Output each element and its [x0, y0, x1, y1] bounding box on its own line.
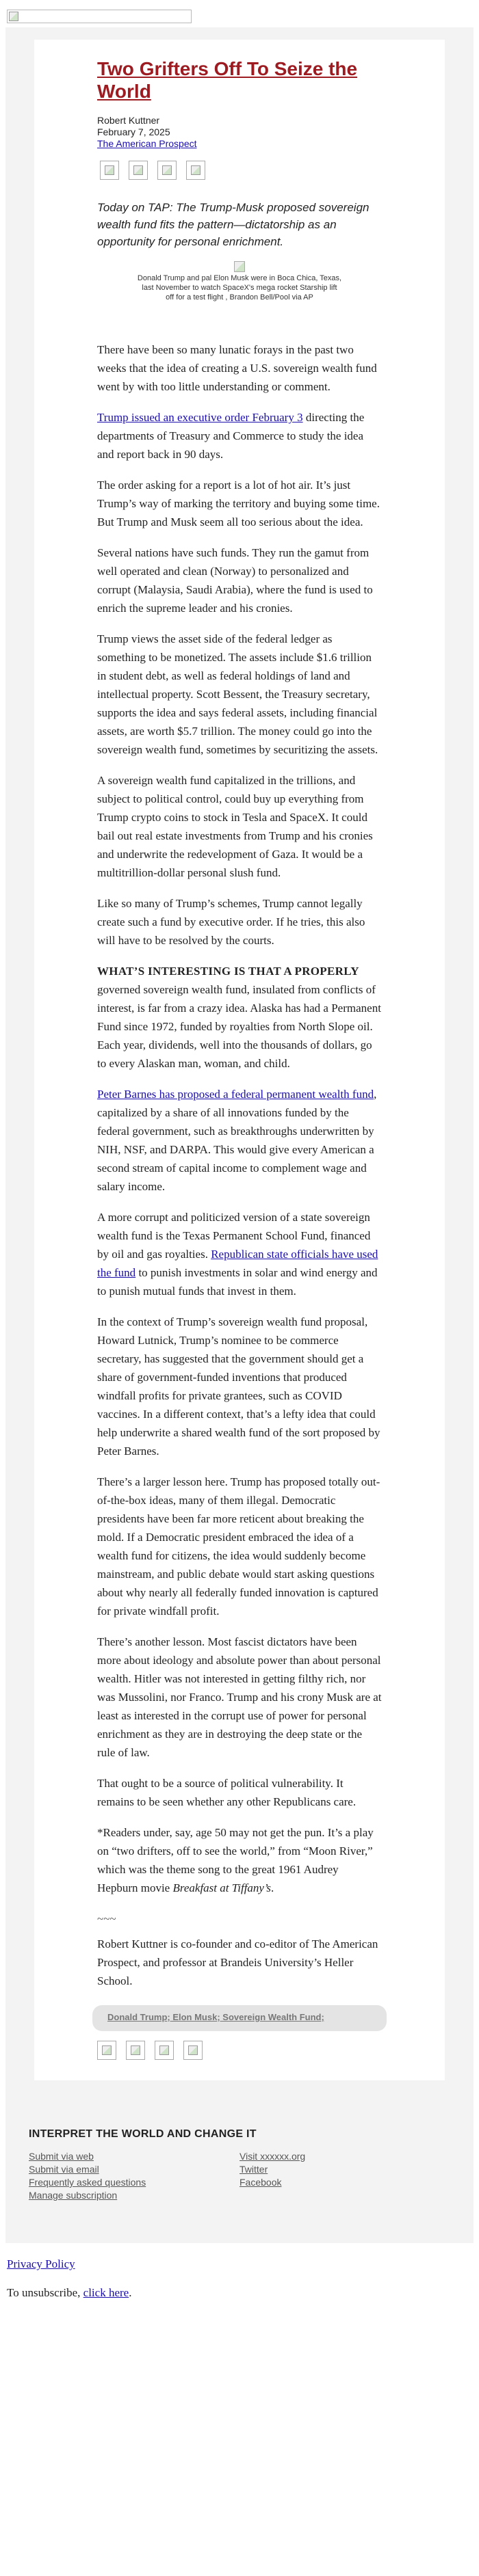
paragraph: WHAT’S INTERESTING IS THAT A PROPERLY governed sovereign wealth fund, insulated from conflicts of interest, is far from a crazy idea. Alaska has had a Permanent Fund since 1972, funded by royalties from North Slope oil. Each year, dividends, well into the thousands of dollars, go to every Alaskan man, woman, and child.	[97, 965, 381, 1070]
share-bar-top	[100, 161, 382, 180]
manage-subscription-link[interactable]: Manage subscription	[29, 2190, 118, 2201]
article-image-broken-icon	[234, 261, 245, 272]
paragraph: There have been so many lunatic forays in the past two weeks that the idea of creating a U.S. sovereign wealth fund went by with too little understanding or comment.	[97, 343, 377, 393]
paragraph: A sovereign wealth fund capitalized in the trillions, and subject to political control, could buy up everything from Trump crypto coins to stock in Tesla and SpaceX. It could bail out real estate investments from Trump and his cronies and underwrite the redevelopment of Gaza. It would be a multitrillion-dollar personal slush fund.	[97, 774, 373, 879]
unsubscribe-line: To unsubscribe, click here.	[7, 2286, 132, 2299]
submit-web-link[interactable]: Submit via web	[29, 2151, 94, 2162]
related-tags	[92, 2005, 387, 2031]
twitter-link[interactable]: Twitter	[240, 2164, 268, 2175]
article-figure	[137, 261, 342, 302]
tags-link[interactable]: Donald Trump; Elon Musk; Sovereign Wealth Fund;	[107, 2012, 324, 2022]
paragraph: Like so many of Trump’s schemes, Trump cannot legally create such a fund by executive order. If he tries, this also will have to be resolved by the courts.	[97, 897, 365, 947]
header-banner	[0, 0, 479, 27]
paragraph: Several nations have such funds. They run the gamut from well operated and clean (Norway) to personalized and corrupt (Malaysia, Saudi Arabia), where the fund is used to enrich the supreme leader and his cronies.	[97, 546, 373, 615]
email-wrapper	[5, 27, 474, 2243]
unsubscribe-link[interactable]: click here	[83, 2286, 129, 2299]
article-dek: Today on TAP: The Trump-Musk proposed sovereign wealth fund fits the pattern—dictatorship as an opportunity for personal enrichment.	[97, 201, 370, 248]
image-caption: Donald Trump and pal Elon Musk were in Boca Chica, Texas, last November to watch SpaceX's mega rocket Starship lift off for a test flight , Brandon Bell/Pool via AP	[137, 274, 342, 301]
linkedin-icon[interactable]	[186, 161, 205, 180]
twitter-icon[interactable]	[129, 161, 148, 180]
header-logo-image[interactable]	[7, 10, 192, 23]
author-bio: Robert Kuttner is co-founder and co-editor of The American Prospect, and professor at Brandeis University’s Heller School.	[97, 1937, 378, 1987]
separator: ~~~	[97, 1912, 116, 1925]
paragraph: In the context of Trump’s sovereign wealth fund proposal, Howard Lutnick, Trump’s nominee to be commerce secretary, has suggested that the government should get a share of government-funded inventions that produced windfall profits for private grantees, such as COVID vaccines. In a different context, that’s a lefty idea that could help underwrite a shared wealth fund of the sort proposed by Peter Barnes.	[97, 1315, 380, 1458]
footer-heading: INTERPRET THE WORLD AND CHANGE IT	[29, 2128, 257, 2140]
publication-link[interactable]: The American Prospect	[97, 138, 197, 149]
paragraph: A more corrupt and politicized version of a state sovereign wealth fund is the Texas Permanent School Fund, financed by oil and gas royalties. Republican state officials have used the fund to punish investments in solar and wind energy and to punish mutual funds that invest in them.	[97, 1211, 378, 1298]
article-meta	[97, 115, 382, 150]
article-header	[34, 40, 445, 302]
twitter-icon[interactable]	[126, 2041, 145, 2060]
barnes-proposal-link[interactable]: Peter Barnes has proposed a federal permanent wealth fund	[97, 1088, 374, 1101]
section-lead-in: WHAT’S INTERESTING IS THAT A PROPERLY	[97, 965, 359, 978]
footer-links	[29, 2150, 450, 2202]
paragraph: There’s a larger lesson here. Trump has proposed totally out-of-the-box ideas, many of them illegal. Democratic presidents have been far more reticent about breaking the mold. If a Democratic president embraced the idea of a wealth fund for citizens, the idea would suddenly become mainstream, and public debate would start asking questions about why nearly all federally funded innovation is captured for private windfall profit.	[97, 1475, 380, 1618]
share-bar-bottom	[97, 2041, 445, 2060]
paragraph: There’s another lesson. Most fascist dictators have been more about ideology and absolute power than about personal wealth. Hitler was not interested in getting filthy rich, nor was Mussolini, nor Franco. Trump and his crony Musk are at least as interested in the corrupt use of power for personal enrichment as they are in destroying the deep state or the rule of law.	[97, 1635, 382, 1759]
footer-col-left	[29, 2150, 240, 2202]
visit-site-link[interactable]: Visit xxxxxx.org	[240, 2151, 306, 2162]
article-body	[34, 302, 445, 1990]
footnote-paragraph: *Readers under, say, age 50 may not get the pun. It’s a play on “two drifters, off to see the world,” from “Moon River,” which was the theme song to the great 1961 Audrey Hepburn movie Breakfast at Tiffany’s.	[97, 1826, 374, 1894]
email-icon[interactable]	[157, 161, 177, 180]
paragraph: Trump views the asset side of the federal ledger as something to be monetized. The assets include $1.6 trillion in student debt, as well as federal holdings of land and intellectual property. Scott Bessent, the Treasury secretary, supports the idea and says federal assets, including financial assets, are worth $5.7 trillion. The money could go into the sovereign wealth fund, sometimes by securitizing the assets.	[97, 632, 378, 756]
legal-footer	[0, 2243, 479, 2328]
paragraph: The order asking for a report is a lot of hot air. It’s just Trump’s way of marking the territory and buying some time. But Trump and Musk seem all too serious about the idea.	[97, 479, 380, 528]
facebook-icon[interactable]	[100, 161, 119, 180]
linkedin-icon[interactable]	[183, 2041, 203, 2060]
paragraph: That ought to be a source of political vulnerability. It remains to be seen whether any other Republicans care.	[97, 1777, 357, 1808]
faq-link[interactable]: Frequently asked questions	[29, 2177, 146, 2188]
republican-officials-link[interactable]: Republican state officials have used the fund	[97, 1248, 378, 1279]
executive-order-link[interactable]: Trump issued an executive order February 3	[97, 411, 303, 424]
publish-date: February 7, 2025	[97, 126, 170, 137]
author-name: Robert Kuttner	[97, 115, 160, 126]
submit-email-link[interactable]: Submit via email	[29, 2164, 99, 2175]
paragraph: Peter Barnes has proposed a federal permanent wealth fund, capitalized by a share of all innovations funded by the federal government, such as breakthroughs underwritten by NIH, NSF, and DARPA. This would give every American a second stream of capital income to complement wage and salary income.	[97, 1088, 377, 1193]
email-footer	[5, 2080, 474, 2202]
facebook-link[interactable]: Facebook	[240, 2177, 282, 2188]
facebook-icon[interactable]	[97, 2041, 116, 2060]
article-card	[34, 40, 445, 2080]
email-icon[interactable]	[155, 2041, 174, 2060]
privacy-policy-link[interactable]: Privacy Policy	[7, 2257, 75, 2270]
article-title[interactable]: Two Grifters Off To Seize the World	[97, 58, 358, 102]
movie-title: Breakfast at Tiffany’s	[172, 1881, 272, 1894]
footer-col-right	[240, 2150, 450, 2202]
paragraph: Trump issued an executive order February 3 directing the departments of Treasury and Commerce to study the idea and report back in 90 days.	[97, 411, 365, 461]
